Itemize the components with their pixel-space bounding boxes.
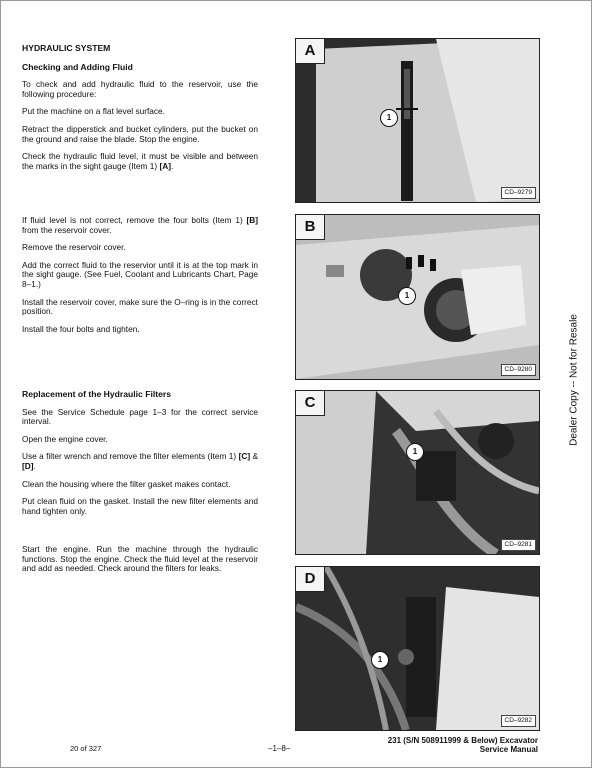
text-block-filters: [22, 390, 258, 516]
paragraph: Put clean fluid on the gasket. Install the new filter elements and hand tighten only.: [22, 496, 258, 516]
callout-1: 1: [371, 651, 389, 669]
figure-code: CD–9281: [501, 539, 536, 551]
side-watermark-text: Dealer Copy -- Not for Resale: [568, 314, 580, 446]
subheading-filters: Replacement of the Hydraulic Filters: [22, 389, 171, 399]
photo-reservoir-cover: [296, 215, 539, 379]
panel-letter: B: [296, 215, 325, 240]
figure-panel-c: [295, 390, 540, 555]
paragraph: See the Service Schedule page 1–3 for the correct service interval.: [22, 406, 258, 427]
figure-code: CD–9282: [501, 715, 536, 727]
panel-letter: A: [296, 39, 325, 64]
paragraph: Install the reservoir cover, make sure the O–ring is in the correct position.: [22, 296, 258, 317]
footer-title: [388, 736, 538, 754]
paragraph: Use a filter wrench and remove the filter elements (Item 1) [C] & [D].: [22, 451, 259, 471]
paragraph: Put the machine on a flat level surface.: [22, 106, 165, 117]
panel-letter: C: [296, 391, 325, 416]
text-block-start: [22, 545, 258, 574]
text-block-checking: [22, 44, 258, 171]
subheading-checking-fluid: Checking and Adding Fluid: [22, 61, 133, 72]
text-block-adding: [22, 216, 258, 334]
paragraph: Check the hydraulic fluid level, it must be visible and between the marks in the sight gauge (Item 1) [A].: [22, 151, 258, 171]
paragraph: Remove the reservoir cover.: [22, 242, 126, 253]
paragraph: Start the engine. Run the machine through the hydraulic functions. Stop the engine. Check the fluid level at the reservoir and add as needed. Check around the filters for leaks.: [22, 544, 258, 574]
figure-panel-a: [295, 38, 540, 203]
paragraph: Install the four bolts and tighten.: [22, 323, 140, 334]
paragraph: Clean the housing where the filter gasket makes contact.: [22, 478, 231, 489]
photo-filter-elements: [296, 567, 539, 730]
paragraph: Add the correct fluid to the reservior until it is at the top mark in the sight gauge. (See Fuel, Coolant and Lubricants Chart, Page 8–1.): [22, 259, 258, 289]
figure-code: CD–9280: [501, 364, 536, 376]
model-line: 231 (S/N 508911999 & Below) Excavator: [387, 736, 538, 745]
page-counter: 20 of 327: [70, 744, 102, 753]
manual-name: Service Manual: [479, 745, 538, 754]
paragraph: Retract the dipperstick and bucket cylinders, put the bucket on the ground and raise the blade. Stop the engine.: [22, 123, 258, 144]
paragraph: To check and add hydraulic fluid to the reservoir, use the following procedure:: [22, 79, 258, 99]
callout-1: 1: [398, 287, 416, 305]
panel-letter: D: [296, 567, 325, 592]
figure-code: CD–9279: [501, 187, 536, 199]
figure-panel-b: [295, 214, 540, 380]
paragraph: Open the engine cover.: [22, 433, 108, 444]
page-number: –1–8–: [268, 744, 291, 753]
section-title: HYDRAULIC SYSTEM: [22, 43, 111, 53]
callout-1: 1: [406, 443, 424, 461]
paragraph: If fluid level is not correct, remove the four bolts (Item 1) [B] from the reservoir cover.: [22, 215, 258, 235]
figure-panel-d: [295, 566, 540, 731]
photo-reservoir-gauge: [296, 39, 539, 202]
callout-1: 1: [380, 109, 398, 127]
photo-filter-housing: [296, 391, 539, 554]
